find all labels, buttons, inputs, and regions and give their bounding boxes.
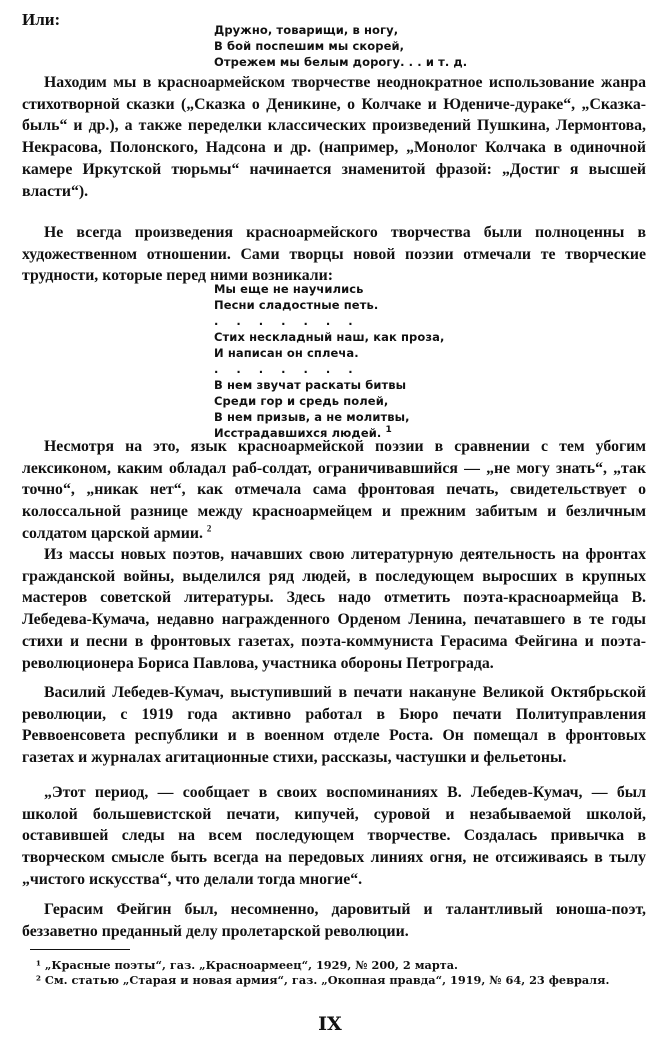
paragraph-skazka: Находим мы в красноармейском творчестве неоднократное использование жанра стихотворной сказки („Сказка о Деникине, о Колчаке и Юдениче-дураке“, „Сказка-быль“ и др.), а также переделки классических произведений Пушкина, Лермонтова, Некрасова, Полонского, Надсона и др. (например, „Монолог Колчака в одиночной камере Иркутской тюрьмы“ начинается знаменитой фразой: „Достиг я высшей власти“). — [22, 74, 646, 200]
verse-line: Среди гор и средь полей, — [214, 394, 389, 408]
footnote-ref-2: 2 — [206, 523, 212, 534]
verse-line: Дружно, товарищи, в ногу, — [214, 23, 399, 37]
footnote-ref-1: 1 — [385, 425, 392, 436]
verse-line: Стих нескладный наш, как проза, — [214, 330, 445, 344]
verse-line: Песни сладостные петь. — [214, 298, 379, 312]
footnote-rule — [30, 949, 130, 950]
verse-line: Мы еще не научились — [214, 282, 364, 296]
verse-line: И написан он сплеча. — [214, 346, 359, 360]
verse-line: Отрежем мы белым дорогу. . . и т. д. — [214, 55, 468, 69]
verse-line: В бой поспешим мы скорей, — [214, 39, 405, 53]
intro-label: Или: — [22, 10, 61, 29]
verse-quote-1 — [214, 22, 467, 70]
footnote-1: ¹ „Красные поэты“, газ. „Красноармеец“, 1929, № 200, 2 марта. — [36, 958, 458, 972]
paragraph-language — [22, 436, 646, 545]
verse-quote-2 — [214, 281, 444, 441]
verse-line: В нем звучат раскаты битвы — [214, 378, 407, 392]
paragraph-language-text: Несмотря на это, язык красноармейской поэзии в сравнении с тем убогим лексиконом, каким обладал раб-солдат, ограничивавшийся — „не могу знать“, „так точно“, „никак нет“, как отмечала сама фронтовая печать, свидетельствует о колоссальной разнице между красноармейцем и прежним забитым и безличным солдатом царской армии. — [22, 438, 646, 542]
verse-line: Исстрадавшихся людей. — [214, 426, 382, 440]
verse-ellipsis: . . . . . . . — [214, 314, 360, 328]
paragraph-new-poets: Из массы новых поэтов, начавших свою литературную деятельность на фронтах гражданской войны, выделился ряд людей, в последующем выросших в крупных мастеров советской литературы. Здесь надо отметить поэта-красноармейца В. Лебедева-Кумача, недавно награжденного Орденом Ленина, печатавшего в те годы стихи и песни в фронтовых газетах, поэта-коммуниста Герасима Фейгина и поэта-революционера Бориса Павлова, участника обороны Петрограда. — [22, 546, 646, 672]
verse-line: В нем призыв, а не молитвы, — [214, 410, 410, 424]
paragraph-feigin: Герасим Фейгин был, несомненно, даровитый и талантливый юноша-поэт, беззаветно преданный делу пролетарской революции. — [22, 901, 646, 940]
footnote-2: ² См. статью „Старая и новая армия“, газ. „Окопная правда“, 1919, № 64, 23 февраля. — [36, 973, 610, 987]
paragraph-memoir-quote: „Этот период, — сообщает в своих воспоминаниях В. Лебедев-Кумач, — был школой большевистской печати, кипучей, суровой и незабываемой школой, оставившей следы на всем последующем творчестве. Создалась привычка в творческом смысле быть всегда на передовых линиях огня, не отсиживаясь в тылу „чистого искусства“, что делали тогда многие“. — [22, 784, 646, 888]
page-number: IX — [318, 1013, 342, 1035]
paragraph-lebedev-kumach: Василий Лебедев-Кумач, выступивший в печати накануне Великой Октябрьской революции, с 1919 года активно работал в Бюро печати Политуправления Реввоенсовета республики и в военном отделе Роста. Он помещал в фронтовых газетах и журналах агитационные стихи, рассказы, частушки и фельетоны. — [22, 684, 646, 767]
paragraph-difficulties: Не всегда произведения красноармейского творчества были полноценны в художественном отношении. Сами творцы новой поэзии отмечали те творческие трудности, которые перед ними возникали: — [22, 224, 646, 285]
verse-ellipsis: . . . . . . . — [214, 362, 360, 376]
